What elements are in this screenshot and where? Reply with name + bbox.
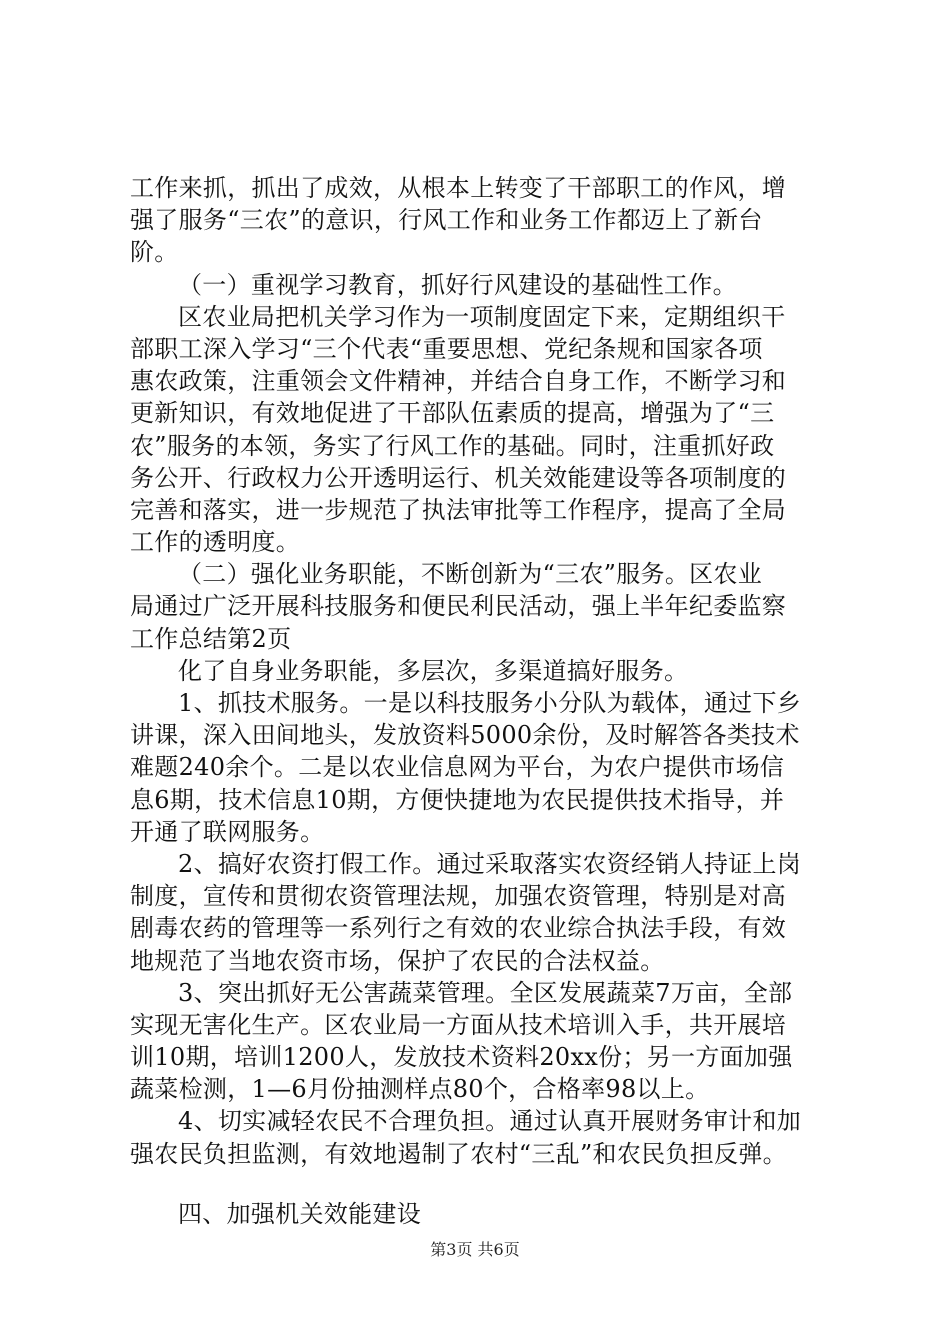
text-line: 局通过广泛开展科技服务和便民利民活动，强上半年纪委监察 bbox=[130, 592, 787, 621]
text-line: 更新知识，有效地促进了干部队伍素质的提高，增强为了“三 bbox=[130, 399, 775, 428]
list-item-heading: 3、突出抓好无公害蔬菜管理。全区发展蔬菜7万亩，全部 bbox=[178, 978, 793, 1007]
text-line: 强了服务“三农”的意识，行风工作和业务工作都迈上了新台 bbox=[130, 206, 763, 235]
section-heading: （一）重视学习教育，抓好行风建设的基础性工作。 bbox=[178, 270, 737, 299]
text-line: 工作总结第2页 bbox=[130, 624, 292, 653]
section-heading: 四、加强机关效能建设 bbox=[178, 1199, 421, 1228]
text-line: 实现无害化生产。区农业局一方面从技术培训入手，共开展培 bbox=[130, 1010, 787, 1039]
text-line: 讲课，深入田间地头，发放资料5000余份，及时解答各类技术 bbox=[130, 721, 800, 750]
text-line: 区农业局把机关学习作为一项制度固定下来，定期组织干 bbox=[178, 302, 786, 331]
text-line: 阶。 bbox=[130, 238, 179, 267]
text-line: 工作来抓，抓出了成效，从根本上转变了干部职工的作风，增 bbox=[130, 174, 787, 202]
text-line: 剧毒农药的管理等一系列行之有效的农业综合执法手段，有效 bbox=[130, 914, 787, 943]
text-line: 化了自身业务职能，多层次，多渠道搞好服务。 bbox=[178, 656, 689, 685]
text-line: 完善和落实，进一步规范了执法审批等工作程序，提高了全局 bbox=[130, 495, 787, 524]
section-heading: （二）强化业务职能，不断创新为“三农”服务。区农业 bbox=[178, 560, 763, 589]
list-item-heading: 1、抓技术服务。一是以科技服务小分队为载体，通过下乡 bbox=[178, 689, 802, 717]
text-line: 务公开、行政权力公开透明运行、机关效能建设等各项制度的 bbox=[130, 463, 787, 492]
text-line: 制度，宣传和贯彻农资管理法规，加强农资管理，特别是对高 bbox=[130, 882, 787, 911]
text-line: 强农民负担监测，有效地遏制了农村“三乱”和农民负担反弹。 bbox=[130, 1139, 787, 1168]
text-line: 工作的透明度。 bbox=[130, 528, 301, 557]
text-line: 训10期，培训1200人，发放技术资料20xx份；另一方面加强 bbox=[130, 1043, 793, 1072]
text-line: 惠农政策，注重领会文件精神，并结合自身工作，不断学习和 bbox=[130, 367, 787, 396]
document-body bbox=[130, 172, 838, 1230]
text-line: 息6期，技术信息10期，方便快捷地为农民提供技术指导，并 bbox=[130, 785, 785, 814]
text-line: 农”服务的本领，务实了行风工作的基础。同时，注重抓好政 bbox=[130, 431, 775, 460]
text-line: 开通了联网服务。 bbox=[130, 817, 325, 846]
text-line: 蔬菜检测，1—6月份抽测样点80个，合格率98以上。 bbox=[130, 1075, 710, 1104]
text-line: 难题240余个。二是以农业信息网为平台，为农户提供市场信 bbox=[130, 753, 785, 782]
text-line: 地规范了当地农资市场，保护了农民的合法权益。 bbox=[130, 946, 665, 975]
page-footer: 第3页 共6页 bbox=[430, 1240, 520, 1259]
text-line: 部职工深入学习“三个代表“重要思想、党纪条规和国家各项 bbox=[130, 334, 763, 363]
list-item-heading: 4、切实减轻农民不合理负担。通过认真开展财务审计和加 bbox=[178, 1107, 802, 1136]
list-item-heading: 2、搞好农资打假工作。通过采取落实农资经销人持证上岗 bbox=[178, 849, 802, 878]
